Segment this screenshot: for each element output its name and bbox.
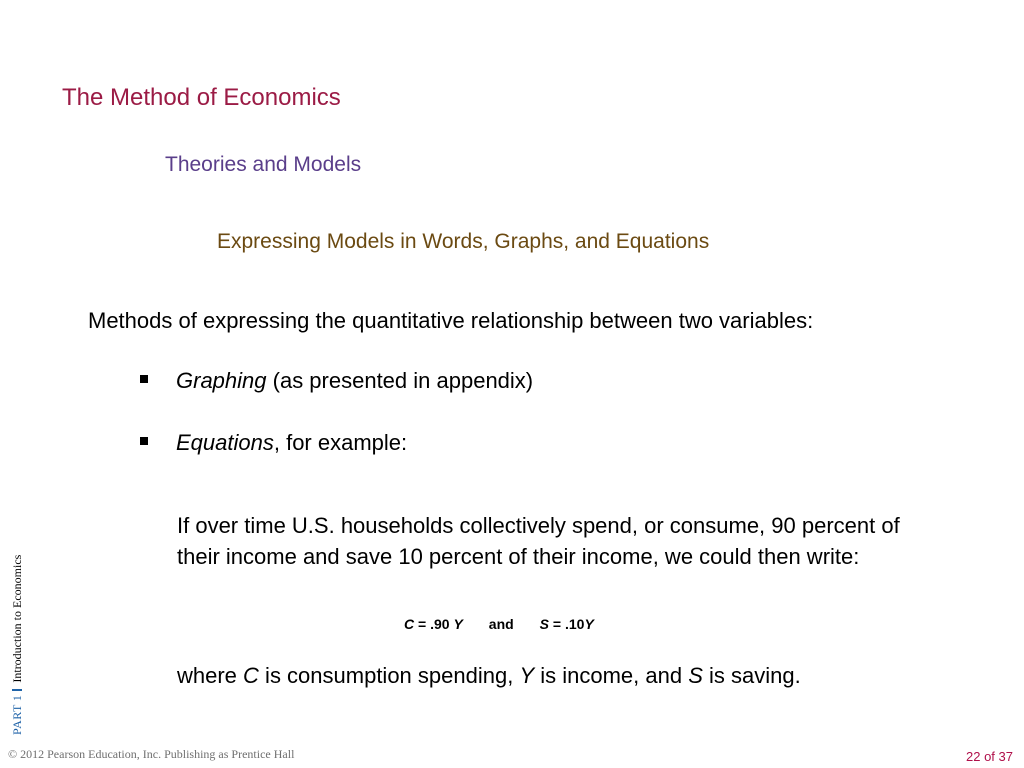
bullet-text: (as presented in appendix)	[266, 368, 534, 393]
intro-text: Methods of expressing the quantitative relationship between two variables:	[88, 308, 814, 333]
section-heading: Expressing Models in Words, Graphs, and Equations	[217, 230, 710, 253]
equation-c-y: Y	[453, 616, 463, 632]
equation-s-var: S	[539, 616, 550, 632]
where-text: is consumption spending,	[258, 663, 520, 688]
part-number: 1	[10, 694, 24, 702]
equation-s-y: Y	[584, 616, 594, 632]
bullet-graphing	[140, 368, 533, 394]
where-text: is income, and	[534, 663, 689, 688]
example-paragraph: If over time U.S. households collectively spend, or consume, 90 percent of their income and save 10 percent of their income, we could then write:	[177, 513, 900, 569]
where-c: C	[243, 663, 259, 688]
bullet-text: , for example:	[273, 430, 408, 455]
square-bullet-icon	[140, 375, 148, 383]
equation-c-expr: = .90	[414, 616, 454, 632]
copyright-footer: © 2012 Pearson Education, Inc. Publishing as Prentice Hall	[8, 747, 295, 761]
variable-definitions	[177, 663, 801, 689]
equation-conjunction: and	[488, 616, 514, 632]
bullet-equations	[140, 430, 407, 456]
part-sidebar	[10, 555, 25, 735]
where-text: where	[177, 663, 244, 688]
equations	[404, 616, 594, 632]
bullet-term: Graphing	[176, 368, 267, 393]
slide-subtitle: Theories and Models	[165, 153, 362, 176]
where-y: Y	[519, 663, 535, 688]
where-text: is saving.	[702, 663, 801, 688]
square-bullet-icon	[140, 437, 148, 445]
equation-s-expr: = .10	[549, 616, 585, 632]
part-label: PART	[10, 704, 24, 735]
equation-c-var: C	[404, 616, 415, 632]
where-s: S	[688, 663, 703, 688]
slide-title: The Method of Economics	[62, 84, 341, 111]
bullet-term: Equations	[176, 430, 274, 455]
page-number: 22 of 37	[966, 749, 1013, 764]
part-title: Introduction to Economics	[10, 554, 24, 683]
sidebar-divider	[12, 689, 22, 691]
